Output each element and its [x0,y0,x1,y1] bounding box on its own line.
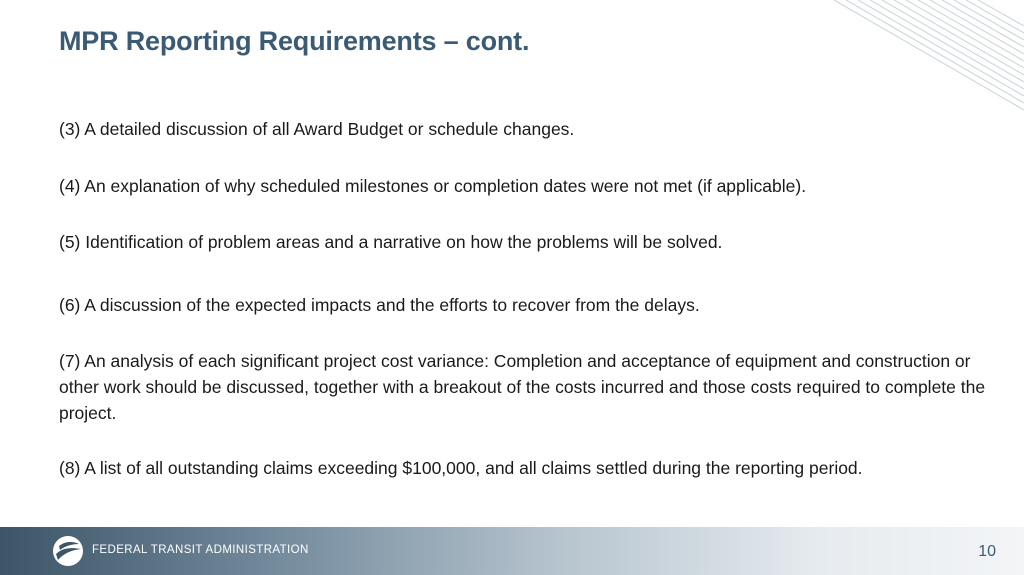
agency-name: FEDERAL TRANSIT ADMINISTRATION [92,544,309,556]
fta-logo-icon [52,535,84,567]
list-item: (6) A discussion of the expected impacts and the efforts to recover from the delays. [59,295,700,315]
list-item: (7) An analysis of each significant project cost variance: Completion and acceptance of equipment and construction or other work should be discussed, together with a breakout of the costs incurred and those costs required to complete the project. [59,351,986,423]
list-item: (4) An explanation of why scheduled milestones or completion dates were not met (if applicable). [59,176,807,196]
decorative-lines-icon [834,0,1024,120]
slide-title: MPR Reporting Requirements – cont. [59,26,530,56]
list-item: (3) A detailed discussion of all Award Budget or schedule changes. [59,119,575,139]
list-item: (8) A list of all outstanding claims exceeding $100,000, and all claims settled during the reporting period. [59,458,863,478]
page-number: 10 [978,543,996,560]
footer-bar [0,527,1024,575]
list-item: (5) Identification of problem areas and a narrative on how the problems will be solved. [59,232,723,252]
